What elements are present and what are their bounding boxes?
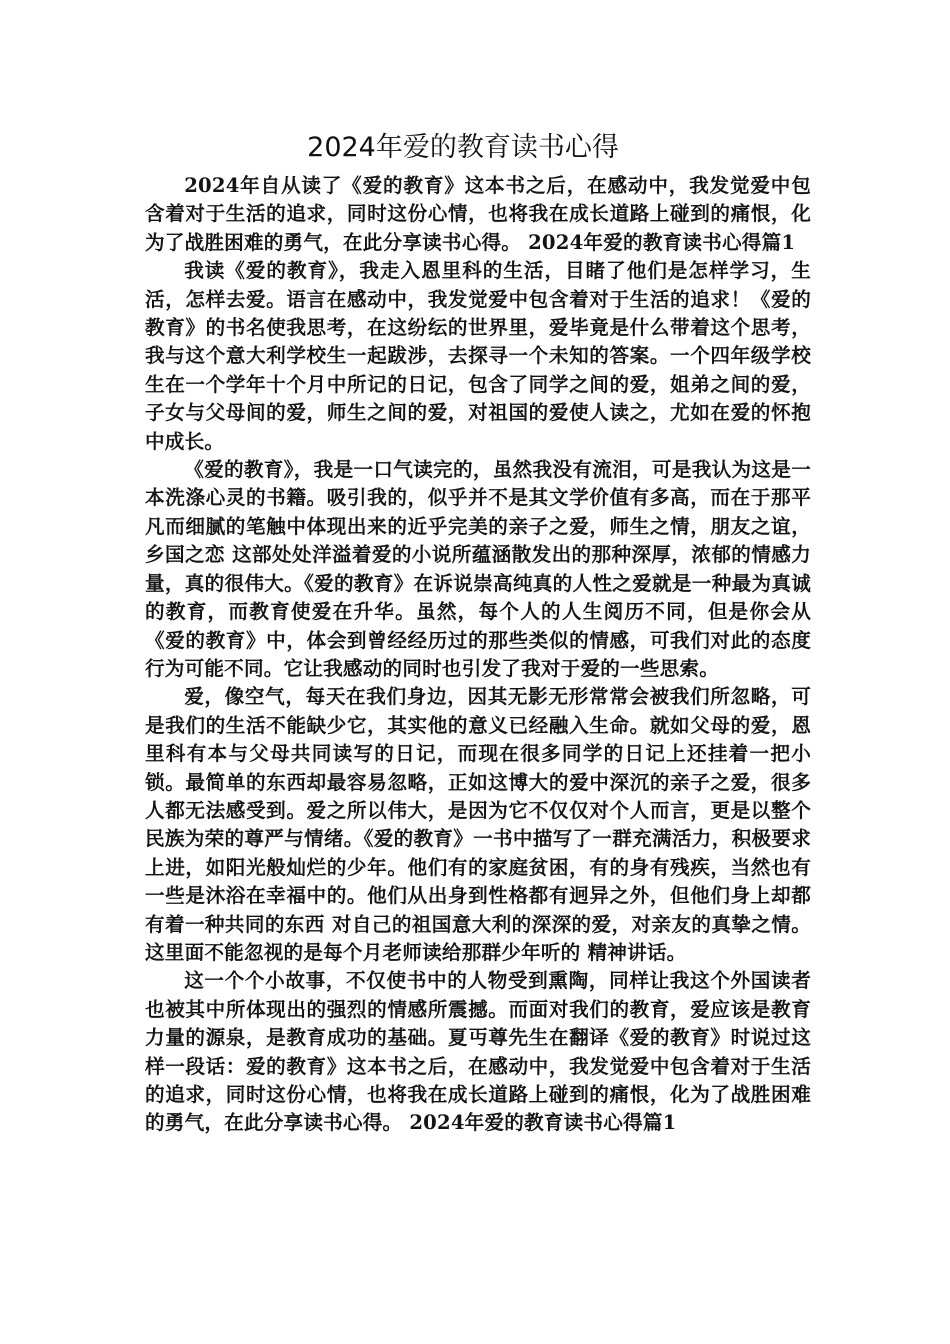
document-body [145, 172, 811, 1138]
paragraph-intro: 2024年自从读了《爱的教育》这本书之后，在感动中，我发觉爱中包含着对于生活的追求，同时这份心情，也将我在成长道路上碰到的痛恨，化为了战胜困难的勇气，在此分享读书心得。 2024年爱的教育读书心得篇1 [145, 174, 811, 254]
paragraph-reading: 我读《爱的教育》，我走入恩里科的生活，目睹了他们是怎样学习，生活，怎样去爱。语言在感动中，我发觉爱中包含着对于生活的追求！《爱的教育》的书名使我思考，在这纷纭的世界里，爱毕竟是什么带着这个思考，我与这个意大利学校生一起跋涉，去探寻一个未知的答案。一个四年级学校生在一个学年十个月中所记的日记，包含了同学之间的爱，姐弟之间的爱，子女与父母间的爱，师生之间的爱，对祖国的爱使人读之，尤如在爱的怀抱中成长。 [145, 259, 811, 453]
paragraph-conclusion: 这一个个小故事，不仅使书中的人物受到熏陶，同样让我这个外国读者也被其中所体现出的强烈的情感所震撼。而面对我们的教育，爱应该是教育力量的源泉，是教育成功的基础。夏丏尊先生在翻译《爱的教育》时说过这样一段话：爱的教育》这本书之后，在感动中，我发觉爱中包含着对于生活的追求，同时这份心情，也将我在成长道路上碰到的痛恨，化为了战胜困难的勇气，在此分享读书心得。 2024年爱的教育读书心得篇1 [145, 969, 811, 1135]
paragraph-impression: 《爱的教育》，我是一口气读完的，虽然我没有流泪，可是我认为这是一本洗涤心灵的书籍。吸引我的，似乎并不是其文学价值有多高，而在于那平凡而细腻的笔触中体现出来的近乎完美的亲子之爱，师生之情，朋友之谊，乡国之恋 这部处处洋溢着爱的小说所蕴涵散发出的那种深厚，浓郁的情感力量，真的很伟大。《爱的教育》在诉说崇高纯真的人性之爱就是一种最为真诚的教育，而教育使爱在升华。虽然，每个人的人生阅历不同，但是你会从《爱的教育》中，体会到曾经经历过的那些类似的情感，可我们对此的态度行为可能不同。它让我感动的同时也引发了我对于爱的一些思索。 [145, 458, 811, 680]
paragraph-love-like-air: 爱，像空气，每天在我们身边，因其无影无形常常会被我们所忽略，可是我们的生活不能缺少它，其实他的意义已经融入生命。就如父母的爱，恩里科有本与父母共同读写的日记，而现在很多同学的日记上还挂着一把小锁。最简单的东西却最容易忽略，正如这博大的爱中深沉的亲子之爱，很多人都无法感受到。爱之所以伟大，是因为它不仅仅对个人而言，更是以整个民族为荣的尊严与情绪。《爱的教育》一书中描写了一群充满活力，积极要求上进，如阳光般灿烂的少年。他们有的家庭贫困，有的身有残疾，当然也有一些是沐浴在幸福中的。他们从出身到性格都有迥异之外，但他们身上却都有着一种共同的东西 对自己的祖国意大利的深深的爱，对亲友的真挚之情。这里面不能忽视的是每个月老师读给那群少年听的 精神讲话。 [145, 685, 811, 964]
document-title: 2024年爱的教育读书心得 [307, 132, 619, 163]
